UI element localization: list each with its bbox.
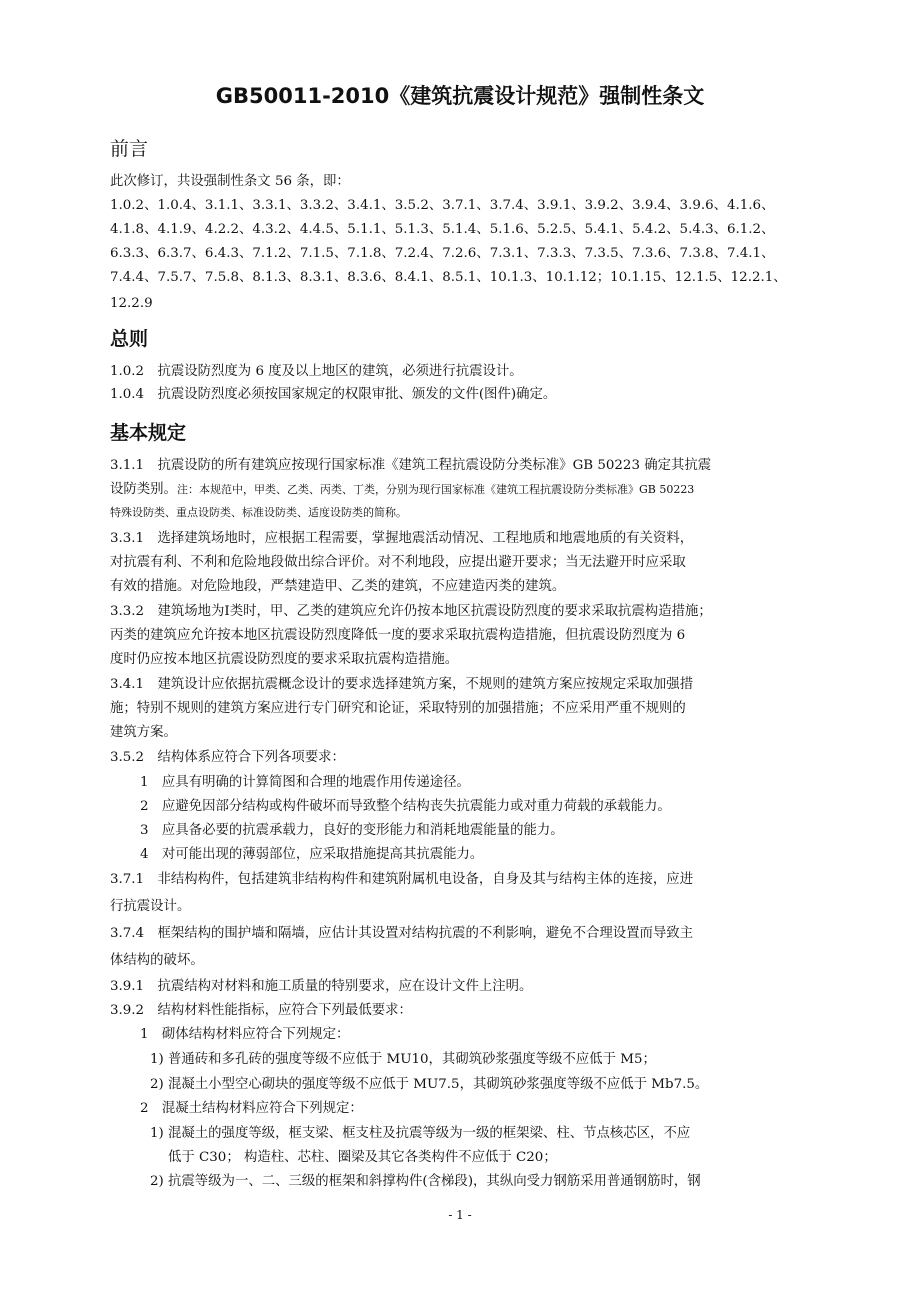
clause-3-9-2-subitem: 1) 混凝土的强度等级，框支梁、框支柱及抗震等级为一级的框架梁、柱、节点核芯区，不应 xyxy=(150,1126,691,1141)
clause-3-1-1-cont xyxy=(110,478,815,502)
clause-3-3-2: 3.3.2 建筑场地为Ⅰ类时，甲、乙类的建筑应允许仍按本地区抗震设防烈度的要求采取抗震构造措施； xyxy=(110,604,712,619)
section-heading-preface: 前言 xyxy=(110,138,149,160)
clause-3-3-2-cont: 度时仍应按本地区抗震设防烈度的要求采取抗震构造措施。 xyxy=(110,652,459,667)
clause-1-0-2: 1.0.2 抗震设防烈度为 6 度及以上地区的建筑，必须进行抗震设计。 xyxy=(110,364,523,379)
section-heading-basic: 基本规定 xyxy=(110,422,187,444)
clause-3-1-1: 3.1.1 抗震设防的所有建筑应按现行国家标准《建筑工程抗震设防分类标准》GB 50223 确定其抗震 xyxy=(110,458,712,473)
clause-3-1-1-note-cont: 特殊设防类、重点设防类、标准设防类、适度设防类的简称。 xyxy=(110,506,407,519)
clause-3-1-1-text: 设防类别。 xyxy=(110,482,177,497)
section-heading-general: 总则 xyxy=(110,328,149,350)
clause-3-5-2: 3.5.2 结构体系应符合下列各项要求： xyxy=(110,750,345,765)
clause-3-3-1-cont: 对抗震有利、不利和危险地段做出综合评价。对不利地段，应提出避开要求；当无法避开时应采取 xyxy=(110,555,686,570)
preface-intro: 此次修订，共设强制性条文 56 条，即： xyxy=(110,174,350,189)
clause-3-5-2-item: 4 对可能出现的薄弱部位，应采取措施提高其抗震能力。 xyxy=(140,847,484,862)
clause-3-4-1-cont: 施；特别不规则的建筑方案应进行专门研究和论证，采取特别的加强措施；不应采用严重不规则的 xyxy=(110,701,686,716)
preface-clause-list-line: 12.2.9 xyxy=(110,296,153,311)
preface-clause-list-line: 4.1.8、4.1.9、4.2.2、4.3.2、4.4.5、5.1.1、5.1.3、5.1.4、5.1.6、5.2.5、5.4.1、5.4.2、5.4.3、6.1.2、 xyxy=(110,222,775,237)
clause-3-3-2-cont: 丙类的建筑应允许按本地区抗震设防烈度降低一度的要求采取抗震构造措施，但抗震设防烈度为 6 xyxy=(110,628,686,643)
clause-3-7-4: 3.7.4 框架结构的围护墙和隔墙，应估计其设置对结构抗震的不利影响，避免不合理设置而导致主 xyxy=(110,926,694,941)
preface-clause-list-line: 1.0.2、1.0.4、3.1.1、3.3.1、3.3.2、3.4.1、3.5.2、3.7.1、3.7.4、3.9.1、3.9.2、3.9.4、3.9.6、4.1.6、 xyxy=(110,198,775,213)
clause-3-7-1-cont: 行抗震设计。 xyxy=(110,899,191,914)
clause-3-9-1: 3.9.1 抗震结构对材料和施工质量的特别要求，应在设计文件上注明。 xyxy=(110,979,533,994)
clause-3-9-2-subitem: 2) 混凝土小型空心砌块的强度等级不应低于 MU7.5，其砌筑砂浆强度等级不应低于 Mb7.5。 xyxy=(150,1077,709,1092)
clause-3-9-2: 3.9.2 结构材料性能指标，应符合下列最低要求： xyxy=(110,1003,412,1018)
clause-3-9-2-item-2: 2 混凝土结构材料应符合下列规定： xyxy=(140,1101,363,1116)
clause-3-9-2-subitem: 1) 普通砖和多孔砖的强度等级不应低于 MU10，其砌筑砂浆强度等级不应低于 M5； xyxy=(150,1052,656,1067)
preface-clause-list-line: 6.3.3、6.3.7、6.4.3、7.1.2、7.1.5、7.1.8、7.2.4、7.2.6、7.3.1、7.3.3、7.3.5、7.3.6、7.3.8、7.4.1、 xyxy=(110,246,775,261)
preface-clause-list-line: 7.4.4、7.5.7、7.5.8、8.1.3、8.3.1、8.3.6、8.4.1、8.5.1、10.1.3、10.1.12；10.1.15、12.1.5、12.2.1、 xyxy=(110,270,787,285)
clause-3-7-1: 3.7.1 非结构构件，包括建筑非结构构件和建筑附属机电设备，自身及其与结构主体的连接，应进 xyxy=(110,872,694,887)
clause-3-3-1: 3.3.1 选择建筑场地时，应根据工程需要，掌握地震活动情况、工程地质和地震地质的有关资料， xyxy=(110,531,694,546)
clause-3-5-2-item: 3 应具备必要的抗震承载力，良好的变形能力和消耗地震能量的能力。 xyxy=(140,823,564,838)
document-title: GB50011-2010《建筑抗震设计规范》强制性条文 xyxy=(215,84,705,108)
clause-3-4-1: 3.4.1 建筑设计应依据抗震概念设计的要求选择建筑方案，不规则的建筑方案应按规定采取加强措 xyxy=(110,677,694,692)
page-number: - 1 - xyxy=(448,1208,472,1222)
clause-3-4-1-cont: 建筑方案。 xyxy=(110,725,177,740)
clause-3-9-2-subitem: 2) 抗震等级为一、二、三级的框架和斜撑构件(含梯段)，其纵向受力钢筋采用普通钢筋时，钢 xyxy=(150,1174,701,1189)
clause-3-3-1-cont: 有效的措施。对危险地段，严禁建造甲、乙类的建筑，不应建造丙类的建筑。 xyxy=(110,579,566,594)
clause-3-7-4-cont: 体结构的破坏。 xyxy=(110,953,204,968)
clause-3-1-1-note: 注：本规范中，甲类、乙类、丙类、丁类，分别为现行国家标准《建筑工程抗震设防分类标准》GB 50223 xyxy=(176,483,695,496)
clause-1-0-4: 1.0.4 抗震设防烈度必须按国家规定的权限审批、颁发的文件(图件)确定。 xyxy=(110,387,557,402)
clause-3-9-2-item-1: 1 砌体结构材料应符合下列规定： xyxy=(140,1027,350,1042)
clause-3-5-2-item: 1 应具有明确的计算简图和合理的地震作用传递途径。 xyxy=(140,775,470,790)
clause-3-9-2-subitem-cont: 低于 C30； 构造柱、芯柱、圈梁及其它各类构件不应低于 C20； xyxy=(168,1150,557,1165)
clause-3-5-2-item: 2 应避免因部分结构或构件破坏而导致整个结构丧失抗震能力或对重力荷载的承载能力。 xyxy=(140,799,671,814)
